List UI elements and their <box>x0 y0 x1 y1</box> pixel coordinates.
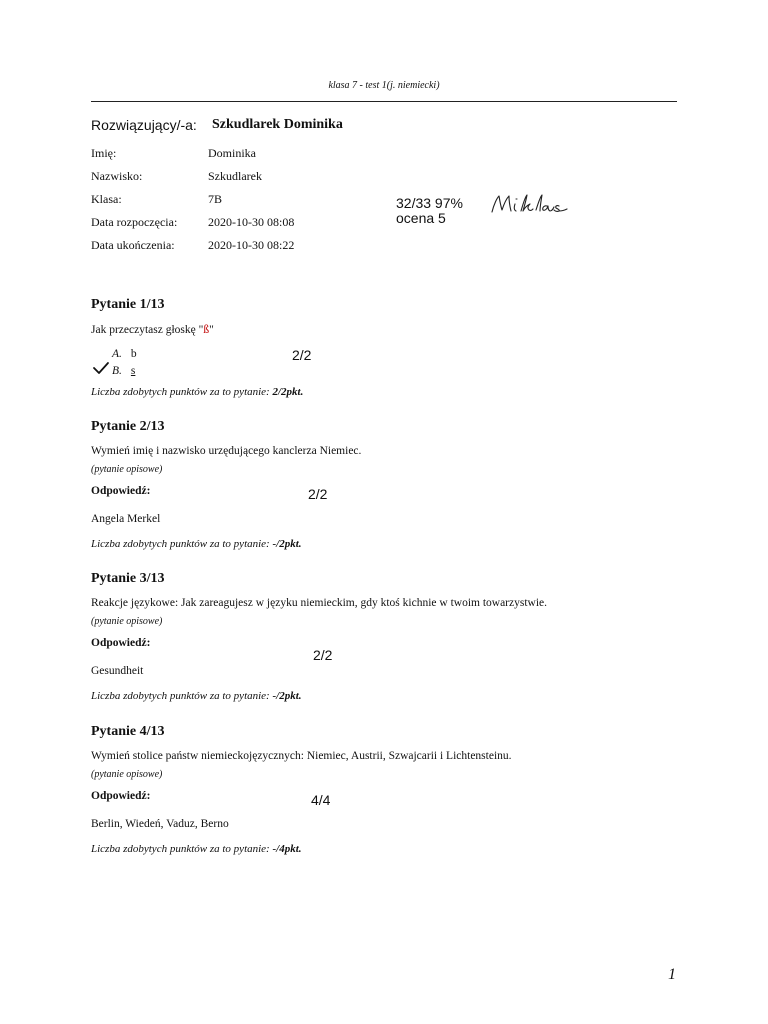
document-header-title: klasa 7 - test 1(j. niemiecki) <box>328 80 440 91</box>
header-divider <box>91 101 677 102</box>
question-3-mark: 2/2 <box>313 647 333 663</box>
solver-label: Rozwiązujący/-a: <box>91 117 197 133</box>
question-4-text: Wymień stolice państw niemieckojęzycznych: Niemiec, Austrii, Szwajcarii i Lichtensteinu. <box>91 750 512 762</box>
info-value-end-date: 2020-10-30 08:22 <box>208 238 295 252</box>
info-key-end-date: Data ukończenia: <box>91 238 175 252</box>
question-3-text: Reakcje językowe: Jak zareagujesz w języku niemieckim, gdy ktoś kichnie w twoim towarzystwie. <box>91 597 548 609</box>
question-2-mark: 2/2 <box>308 486 328 502</box>
question-1-option-a: A. b <box>112 348 137 360</box>
info-value-start-date: 2020-10-30 08:08 <box>208 215 295 229</box>
question-4-answer-label: Odpowiedź: <box>91 790 151 802</box>
question-4-heading: Pytanie 4/13 <box>91 724 165 739</box>
question-1-option-b: B. s <box>112 365 136 377</box>
info-key-class: Klasa: <box>91 192 122 206</box>
question-3-heading: Pytanie 3/13 <box>91 571 165 586</box>
info-key-start-date: Data rozpoczęcia: <box>91 215 178 229</box>
info-key-first-name: Imię: <box>91 146 117 160</box>
question-1-text: Jak przeczytasz głoskę "ß" <box>91 324 214 336</box>
question-3-answer: Gesundheit <box>91 665 144 677</box>
question-1-heading: Pytanie 1/13 <box>91 297 165 312</box>
question-3-points: Liczba zdobytych punktów za to pytanie: -/2pkt. <box>91 690 302 702</box>
question-2-points: Liczba zdobytych punktów za to pytanie: -/2pkt. <box>91 538 302 550</box>
total-score: 32/33 97% <box>396 195 463 211</box>
info-value-class: 7B <box>208 192 223 206</box>
question-2-heading: Pytanie 2/13 <box>91 419 165 434</box>
info-value-first-name: Dominika <box>208 146 256 160</box>
info-key-last-name: Nazwisko: <box>91 169 143 183</box>
question-1-points: Liczba zdobytych punktów za to pytanie: 2/2pkt. <box>91 386 304 398</box>
question-4-type: (pytanie opisowe) <box>91 769 163 780</box>
question-2-type: (pytanie opisowe) <box>91 464 163 475</box>
question-1-selected-check-icon <box>92 361 110 375</box>
question-4-answer: Berlin, Wiedeń, Vaduz, Berno <box>91 818 229 830</box>
question-2-text: Wymień imię i nazwisko urzędującego kanclerza Niemiec. <box>91 445 362 457</box>
info-value-last-name: Szkudlarek <box>208 169 262 183</box>
question-4-mark: 4/4 <box>311 792 331 808</box>
question-1-highlighted-letter: ß <box>203 324 210 336</box>
question-2-answer-label: Odpowiedź: <box>91 485 151 497</box>
solver-name: Szkudlarek Dominika <box>212 117 343 132</box>
question-4-points: Liczba zdobytych punktów za to pytanie: -/4pkt. <box>91 843 302 855</box>
page-number: 1 <box>668 966 676 983</box>
question-2-answer: Angela Merkel <box>91 513 161 525</box>
teacher-signature <box>490 192 568 218</box>
question-3-type: (pytanie opisowe) <box>91 616 163 627</box>
final-grade: ocena 5 <box>396 210 446 226</box>
question-3-answer-label: Odpowiedź: <box>91 637 151 649</box>
question-1-mark: 2/2 <box>292 347 312 363</box>
